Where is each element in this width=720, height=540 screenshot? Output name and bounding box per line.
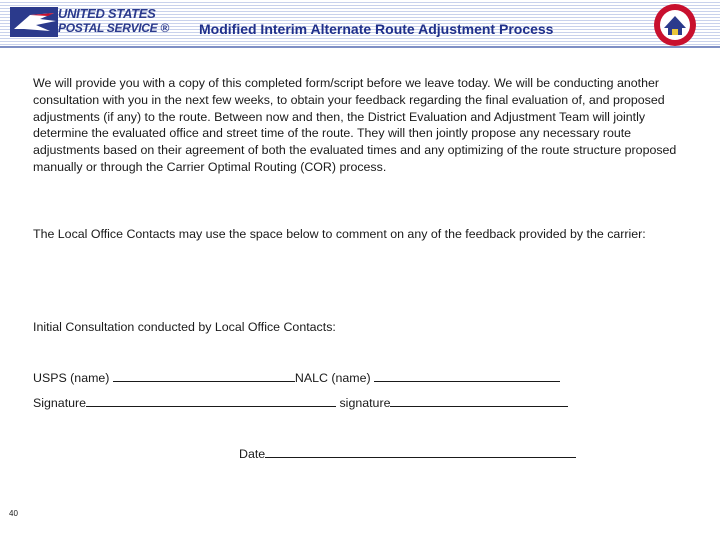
names-row [33,369,560,386]
nalc-seal-icon [650,2,700,48]
usps-logo-line2: POSTAL SERVICE ® [58,21,169,35]
usps-name-label: USPS (name) [33,371,113,385]
usps-name-field[interactable] [113,369,295,382]
nalc-signature-field[interactable] [390,394,568,407]
usps-logo-line1: UNITED STATES [58,6,156,21]
usps-signature-field[interactable] [86,394,336,407]
usps-eagle-icon [10,5,60,39]
nalc-name-field[interactable] [374,369,560,382]
comment-instructions: The Local Office Contacts may use the space below to comment on any of the feedback provided by the carrier: [33,227,646,241]
header-divider [0,46,720,48]
page-number: 40 [9,509,18,518]
consultation-heading: Initial Consultation conducted by Local Office Contacts: [33,320,336,334]
usps-signature-label: Signature [33,396,87,410]
intro-paragraph: We will provide you with a copy of this completed form/script before we leave today. We will be conducting another consultation with you in the next few weeks, to obtain your feedback regarding the final evaluation of, and proposed adjustments (if any) to the route. Between now and then, the District Evaluation and Adjustment Team will jointly determine the evaluated office and street time of the route. They will then jointly propose any necessary route adjustments based on their agreement of both the evaluated times and any optimizing of the route structure proposed manually or through the Carrier Optimal Routing (COR) process. [33,76,677,174]
date-row [239,445,576,462]
date-field[interactable] [265,445,576,458]
usps-logo [10,5,170,39]
signatures-row [33,394,568,411]
nalc-name-label: NALC (name) [294,371,375,385]
date-label: Date [239,447,266,461]
header-bar [0,0,720,48]
nalc-signature-label: signature [336,396,391,410]
page-title: Modified Interim Alternate Route Adjustment Process [199,21,554,37]
